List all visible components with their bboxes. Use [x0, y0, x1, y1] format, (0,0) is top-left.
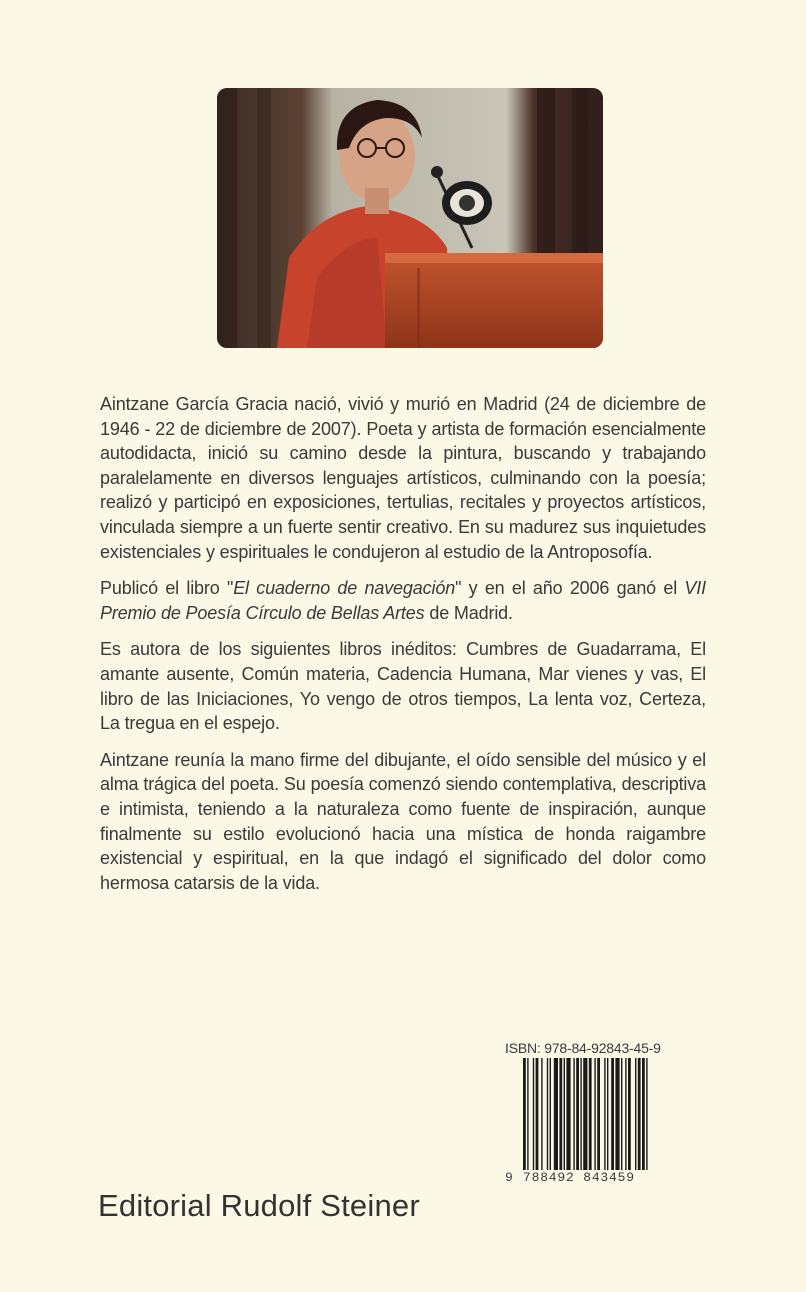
book-title: El cuaderno de navegación: [233, 578, 456, 599]
bio-p2-end: de Madrid.: [424, 602, 513, 623]
bio-p2-start: Publicó el libro ": [100, 578, 234, 599]
author-photo: [217, 88, 603, 348]
barcode: [505, 1058, 687, 1186]
bio-p2-middle: " y en el año 2006 ganó el: [455, 578, 685, 599]
bio-paragraph-4: Aintzane reunía la mano firme del dibujante, el oído sensible del músico y el alma trágica del poeta. Su poesía comenzó siendo contemplativa, descriptiva e intimista, teniendo a la naturaleza como fuente de inspiración, aunque finalmente su estilo evolucionó hacia una mística de honda raigambre existencial y espiritual, en la que indagó el significado del dolor como hermosa catarsis de la vida.: [100, 749, 706, 893]
bio-paragraph-1: Aintzane García Gracia nació, vivió y murió en Madrid (24 de diciembre de 1946 - 22 de diciembre de 2007). Poeta y artista de formación esencialmente autodidacta, inició su camino desde la pintura, buscando y trabajando paralelamente en diversos lenguajes artísticos, culminando con la poesía; realizó y participó en exposiciones, tertulias, recitales y proyectos artísticos, vinculada siempre a un fuerte sentir creativo. En su madurez sus inquietudes existenciales y espirituales le condujeron al estudio de la Antroposofía.: [100, 394, 706, 562]
barcode-digits: [505, 1170, 687, 1185]
barcode-left-digits: 788492: [523, 1170, 575, 1185]
prize-name: VII Premio de Poesía Círculo de Bellas Artes: [100, 578, 706, 623]
author-bio: [100, 392, 706, 907]
barcode-bars: [505, 1058, 687, 1186]
barcode-lead-digit: 9: [505, 1170, 514, 1185]
barcode-right-digits: 843459: [583, 1170, 635, 1185]
isbn-label: ISBN: 978-84-92843-45-9: [505, 1040, 661, 1056]
publisher-name: Editorial Rudolf Steiner: [98, 1188, 420, 1223]
bio-paragraph-2: [100, 576, 706, 625]
bio-paragraph-3: Es autora de los siguientes libros inéditos: Cumbres de Guadarrama, El amante ausente, Común materia, Cadencia Humana, Mar vienes y vas, El libro de las Iniciaciones, Yo vengo de otros tiempos, La lenta voz, Certeza, La tregua en el espejo.: [100, 639, 706, 734]
